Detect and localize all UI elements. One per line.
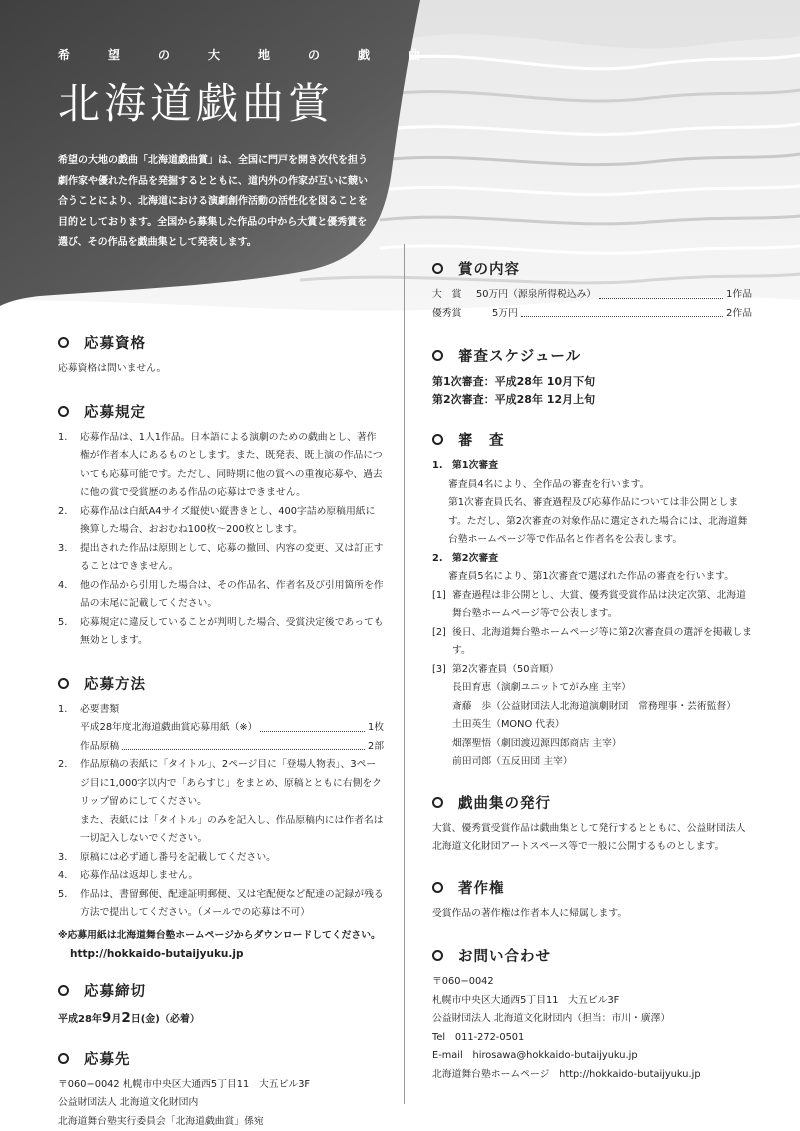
prize-row: 優秀賞 5万円 2作品	[432, 305, 752, 324]
list-item: 5. 作品は、書留郵便、配達証明郵便、又は宅配便など配達の記録が残る方法で提出してください。（メールでの応募は不可）	[58, 886, 384, 923]
judge-name: 長田育恵（演劇ユニットてがみ座 主宰）	[432, 679, 752, 698]
list-item: 3. 原稿には必ず通し番号を記載してください。	[58, 849, 384, 868]
review-stage-heading: 2. 第2次審査	[432, 550, 752, 569]
list-item: 5. 応募規定に違反していることが判明した場合、受賞決定後であっても無効とします。	[58, 614, 384, 651]
prize-list	[432, 286, 752, 323]
right-column	[432, 258, 752, 1084]
circle-icon	[432, 950, 443, 961]
rules-section	[58, 401, 384, 651]
hero-kicker: 希 望 の 大 地 の 戯 曲	[58, 46, 433, 63]
address-section	[58, 1048, 384, 1131]
list-item: 2. 応募作品は白紙A4サイズ縦使い縦書きとし、400字詰め原稿用紙に換算した場合、おおむね100枚〜200枚とします。	[58, 503, 384, 540]
list-item: [3] 第2次審査員（50音順）	[432, 661, 752, 680]
method-section	[58, 673, 384, 964]
circle-icon	[432, 434, 443, 445]
rules-list	[58, 429, 384, 651]
list-item: 2. 作品原稿の表紙に「タイトル」、2ページ目に「登場人物表」、3ページ目に1,000字以内で「あらすじ」をまとめ、原稿とともに右側をクリップ留めにしてください。	[58, 756, 384, 812]
circle-icon	[58, 406, 69, 417]
hero	[58, 46, 433, 131]
contact-postal: 〒060−0042	[432, 973, 752, 992]
list-item: 4. 他の作品から引用した場合は、その作品名、作者名及び引用箇所を作品の末尾に記載してください。	[58, 577, 384, 614]
eligibility-title: 応募資格	[58, 332, 384, 353]
deadline-date: 平成28年9月2日(金)（必着）	[58, 1008, 384, 1030]
rules-title: 応募規定	[58, 401, 384, 422]
list-item-note: また、表紙には「タイトル」のみを記入し、作品原稿内には作者名は一切記入しないでください。	[58, 812, 384, 849]
download-link[interactable]: http://hokkaido-butaijyuku.jp	[58, 945, 384, 964]
copyright-section	[432, 877, 752, 924]
judge-name: 前田司郎（五反田団 主宰）	[432, 753, 752, 772]
publication-text: 大賞、優秀賞受賞作品は戯曲集として発行するとともに、公益財団法人北海道文化財団アートスペース等で一般に公開するものとします。	[432, 820, 752, 857]
contact-email[interactable]: E-mail hirosawa@hokkaido-butaijyuku.jp	[432, 1047, 752, 1066]
eligibility-text: 応募資格は問いません。	[58, 360, 384, 379]
circle-icon	[58, 678, 69, 689]
review-title: 審 査	[432, 429, 752, 450]
download-note: ※応募用紙は北海道舞台塾ホームページからダウンロードしてください。	[58, 927, 384, 946]
judge-name: 斎藤 歩（公益財団法人北海道演劇財団 常務理事・芸術監督）	[432, 698, 752, 717]
publication-title: 戯曲集の発行	[432, 792, 752, 813]
method-list	[58, 701, 384, 923]
review-body: 1. 第1次審査 審査員4名により、全作品の審査を行います。 第1次審査員氏名、審査過程及び応募作品については非公開とします。ただし、第2次審査の対象作品に選定された場合には、北海道舞台塾ホームページ等で作品名と作者名を公表します。 2. 第2次審査 審査員5名により、第1次審査で選ばれた作品の審査を行います。 [1] 審査過程は非公開とし、大賞、優秀賞受賞作品は決定次第、北海道舞台塾ホームページ等で公表します。 [2] 後日、北海道舞台塾ホームページ等に第2次審査員の選評を掲載します。 [3] 第2次審査員（50音順） 長田育恵（演劇ユニットてがみ座 主宰） 斎藤 歩（公益財団法人北海道演劇財団 常務理事・芸術監督） 土田英生（MONO 代表） 畑澤聖悟（劇団渡辺源四郎商店 主宰） 前田司郎（五反田団 主宰）	[432, 457, 752, 772]
copyright-text: 受賞作品の著作権は作者本人に帰属します。	[432, 905, 752, 924]
copyright-title: 著作権	[432, 877, 752, 898]
address-block: 〒060−0042 札幌市中央区大通西5丁目11 大五ビル3F 公益財団法人 北海道文化財団内 北海道舞台塾実行委員会「北海道戯曲賞」係宛	[58, 1076, 384, 1131]
circle-icon	[58, 985, 69, 996]
circle-icon	[432, 350, 443, 361]
contact-address: 札幌市中央区大通西5丁目11 大五ビル3F	[432, 992, 752, 1011]
schedule-second: 第2次審査：平成28年 12月上旬	[432, 391, 752, 409]
prize-section	[432, 258, 752, 323]
review-stage-heading: 1. 第1次審査	[432, 457, 752, 476]
judge-name: 土田英生（MONO 代表）	[432, 716, 752, 735]
prize-title: 賞の内容	[432, 258, 752, 279]
contact-org: 公益財団法人 北海道文化財団内（担当：市川・廣澤）	[432, 1010, 752, 1029]
deadline-section	[58, 980, 384, 1030]
judge-name: 畑澤聖悟（劇団渡辺源四郎商店 主宰）	[432, 735, 752, 754]
circle-icon	[58, 1053, 69, 1064]
contact-block	[432, 973, 752, 1084]
schedule-first: 第1次審査：平成28年 10月下旬	[432, 373, 752, 391]
list-item: 4. 応募作品は返却しません。	[58, 867, 384, 886]
circle-icon	[432, 797, 443, 808]
address-title: 応募先	[58, 1048, 384, 1069]
list-item: 3. 提出された作品は原則として、応募の撤回、内容の変更、又は訂正することはできません。	[58, 540, 384, 577]
document-row: 作品原稿 2部	[58, 738, 384, 757]
contact-title: お問い合わせ	[432, 945, 752, 966]
deadline-title: 応募締切	[58, 980, 384, 1001]
list-item: 1. 必要書類	[58, 701, 384, 720]
left-column	[58, 332, 384, 1131]
method-title: 応募方法	[58, 673, 384, 694]
eligibility-section	[58, 332, 384, 379]
circle-icon	[432, 263, 443, 274]
schedule-section	[432, 345, 752, 409]
circle-icon	[432, 882, 443, 893]
list-item: [2] 後日、北海道舞台塾ホームページ等に第2次審査員の選評を掲載します。	[432, 624, 752, 661]
intro-text: 希望の大地の戯曲「北海道戯曲賞」は、全国に門戸を開き次代を担う劇作家や優れた作品を発掘するとともに、道内外の作家が互いに競い合うことにより、北海道における演劇創作活動の活性化を図ることを目的としております。全国から募集した作品の中から大賞と優秀賞を選び、その作品を戯曲集として発表します。	[58, 151, 374, 254]
document-row: 平成28年度北海道戯曲賞応募用紙（※） 1枚	[58, 719, 384, 738]
list-item: 1. 応募作品は、1人1作品。日本語による演劇のための戯曲とし、著作権が作者本人にあるものとします。また、既発表、既上演の作品についても応募可能です。ただし、同時期に他の賞への重複応募や、過去に他の賞で受賞歴のある作品の応募はできません。	[58, 429, 384, 503]
contact-tel: Tel 011-272-0501	[432, 1029, 752, 1048]
contact-web[interactable]: 北海道舞台塾ホームページ http://hokkaido-butaijyuku.jp	[432, 1066, 752, 1085]
page-title: 北海道戯曲賞	[58, 71, 433, 131]
contact-section	[432, 945, 752, 1084]
circle-icon	[58, 337, 69, 348]
prize-row: 大 賞 50万円（源泉所得税込み） 1作品	[432, 286, 752, 305]
review-section	[432, 429, 752, 772]
schedule-title: 審査スケジュール	[432, 345, 752, 366]
list-item: [1] 審査過程は非公開とし、大賞、優秀賞受賞作品は決定次第、北海道舞台塾ホームページ等で公表します。	[432, 587, 752, 624]
column-divider	[404, 244, 405, 1104]
publication-section	[432, 792, 752, 857]
